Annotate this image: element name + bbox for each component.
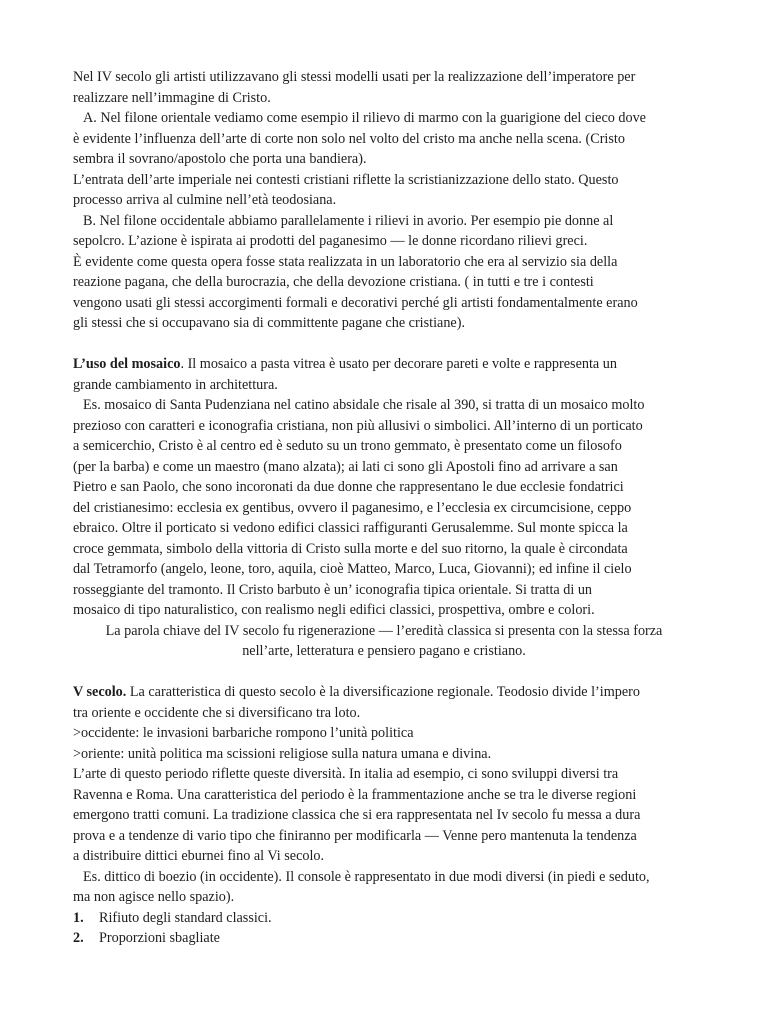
text-line: mosaico di tipo naturalistico, con realismo negli edifici classici, prospettiva, ombre e colori. [73,602,595,618]
keyword-line: La parola chiave del IV secolo fu rigenerazione — l’eredità classica si presenta con la stessa forza [105,622,663,639]
text-line-example: Es. mosaico di Santa Pudenziana nel catino absidale che risale al 390, si tratta di un mosaico molto [83,397,645,413]
list-item-text: Rifiuto degli standard classici. [99,909,272,926]
text-line: L’entrata dell’arte imperiale nei contesti cristiani riflette la scristianizzazione dello stato. Questo [73,171,619,188]
list-item [73,928,695,949]
text-line: processo arriva al culmine nell’età teodosiana. [73,192,337,208]
text-line: (per la barba) e come un maestro (mano alzata); ai lati ci sono gli Apostoli fino ad arrivare a san [73,458,618,475]
text-line-point-a: A. Nel filone orientale vediamo come esempio il rilievo di marmo con la guarigione del cieco dove [83,110,646,126]
text-line: Nel IV secolo gli artisti utilizzavano gli stessi modelli usati per la realizzazione dell’imperatore per [73,69,636,85]
text-line-occidente: >occidente: le invasioni barbariche rompono l’unità politica [73,725,414,741]
text-line: a distribuire dittici eburnei fino al Vi secolo. [73,848,325,864]
text-line: a semicerchio, Cristo è al centro ed è seduto su un trono gemmato, è presentato come un filosofo [73,438,622,454]
text-line: sembra il sovrano/apostolo che porta una bandiera). [73,151,367,167]
document-body [73,67,695,949]
section-heading-v-secolo: V secolo. [73,684,127,700]
text-line: realizzare nell’immagine di Cristo. [73,89,271,106]
paragraph-spacer [73,334,695,355]
text-line: emergono tratti comuni. La tradizione classica che si era rappresentata nel Iv secolo fu messa a dura [73,807,641,823]
text-line: dal Tetramorfo (angelo, leone, toro, aquila, cioè Matteo, Marco, Luca, Giovanni); ed infine il cielo [73,561,632,577]
text-line: del cristianesimo: ecclesia ex gentibus, ovvero il paganesimo, e l’ecclesia ex circumcisione, ceppo [73,499,632,516]
text-line: prezioso con caratteri e iconografia cristiana, non più allusivi o simbolici. All’interno di un porticato [73,417,643,434]
text-line: ebraico. Oltre il porticato si vedono edifici classici raffiguranti Gerusalemme. Sul monte spicca la [73,520,628,536]
text-span: . Il mosaico a pasta vitrea è usato per decorare pareti e volte e rappresenta un [180,356,617,372]
text-line: L’arte di questo periodo riflette queste diversità. In italia ad esempio, ci sono sviluppi diversi tra [73,766,619,782]
keyword-line: nell’arte, letteratura e pensiero pagano e cristiano. [242,643,526,659]
text-line: gli stessi che si occupavano sia di committente pagane che cristiane). [73,315,465,331]
text-line: reazione pagana, che della burocrazia, che della devozione cristiana. ( in tutti e tre i contesti [73,274,594,290]
text-line: sepolcro. L’azione è ispirata ai prodotti del paganesimo — le donne ricordano rilievi greci. [73,233,588,249]
paragraph-uso-del-mosaico [73,354,695,662]
text-line: rosseggiante del tramonto. Il Cristo barbuto è un’ iconografia tipica orientale. Si tratta di un [73,581,593,598]
text-line-with-heading [73,682,695,703]
text-line-oriente: >oriente: unità politica ma scissioni religiose sulla natura umana e divina. [73,745,492,762]
paragraph-spacer [73,662,695,683]
paragraph-v-secolo [73,682,695,949]
list-number: 1. [73,909,84,926]
text-span: La caratteristica di questo secolo è la diversificazione regionale. Teodosio divide l’impero [126,684,640,700]
text-line: È evidente come questa opera fosse stata realizzata in un laboratorio che era al servizio sia della [73,253,618,270]
section-heading-mosaico: L’uso del mosaico [73,356,181,372]
text-line: prova e a tendenze di vario tipo che finiranno per modificarla — Venne pero mantenuta la tendenza [73,827,637,844]
text-line: croce gemmata, simbolo della vittoria di Cristo sulla morte e del suo ritorno, la quale è circondata [73,540,628,557]
list-number: 2. [73,930,84,946]
list-item [73,908,695,929]
text-line-example: Es. dittico di boezio (in occidente). Il console è rappresentato in due modi diversi (in piedi e seduto, [83,868,650,885]
text-line-point-b: B. Nel filone occidentale abbiamo parallelamente i rilievi in avorio. Per esempio pie donne al [83,212,614,229]
text-line: Ravenna e Roma. Una caratteristica del periodo è la frammentazione anche se tra le diverse regioni [73,786,637,803]
list-item-text: Proporzioni sbagliate [99,930,220,946]
text-line: è evidente l’influenza dell’arte di corte non solo nel volto del cristo ma anche nella scena. (Cristo [73,130,625,147]
text-line-with-heading [73,354,695,375]
text-line: Pietro e san Paolo, che sono incoronati da due donne che rappresentano le due ecclesie fondatrici [73,479,624,495]
text-line: vengono usati gli stessi accorgimenti formali e decorativi perché gli artisti fondamentalmente erano [73,294,638,311]
text-line: grande cambiamento in architettura. [73,376,278,393]
paragraph-iv-secolo-modelli [73,67,695,334]
text-line: ma non agisce nello spazio). [73,889,235,905]
text-line: tra oriente e occidente che si diversificano tra loto. [73,704,361,721]
